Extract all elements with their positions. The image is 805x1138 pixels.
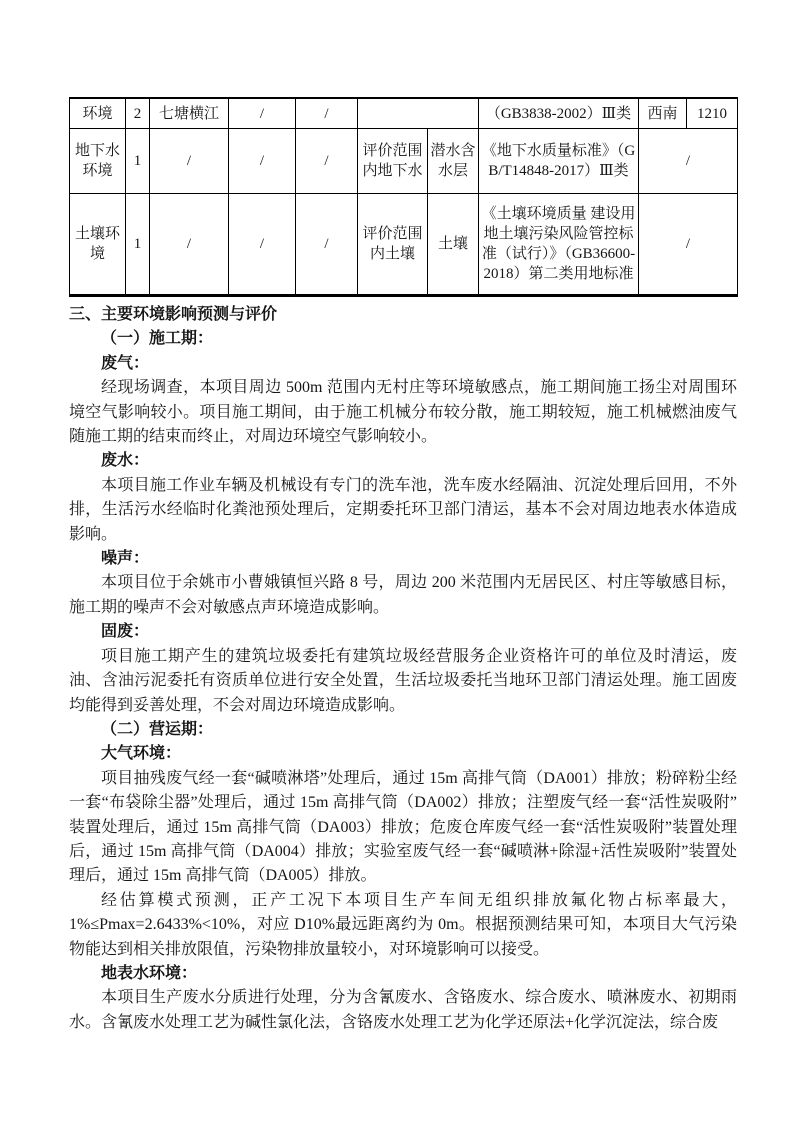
table-cell: /	[296, 194, 358, 296]
table-cell-name: /	[150, 129, 229, 194]
paragraph-waste-water: 本项目施工作业车辆及机械设有专门的洗车池，洗车废水经隔油、沉淀处理后回用，不外排，生活污水经临时化粪池预处理后，定期委托环卫部门清运，基本不会对周边地表水体造成影响。	[69, 476, 737, 543]
subsection-heading-solid-waste: 固废：	[101, 623, 150, 641]
table-cell-category: 地下水环境	[70, 129, 126, 194]
table-cell: /	[296, 129, 358, 194]
subsection-heading-operation-period: （二）营运期：	[101, 720, 214, 738]
table-cell-name: /	[150, 194, 229, 296]
table-cell: /	[229, 98, 296, 129]
subsection-heading-noise: 噪声：	[101, 550, 150, 568]
subsection-heading-waste-water: 废水：	[101, 452, 150, 470]
table-cell-remark: /	[639, 129, 738, 194]
subsection-heading-construction-period: （一）施工期：	[101, 330, 214, 348]
table-row	[70, 98, 738, 129]
paragraph-noise: 本项目位于余姚市小曹娥镇恒兴路 8 号，周边 200 米范围内无居民区、村庄等敏感目标，施工期的噪声不会对敏感点声环境造成影响。	[69, 574, 737, 616]
section-heading: 三、主要环境影响预测与评价	[69, 306, 278, 323]
subsection-heading-atmosphere: 大气环境：	[101, 745, 182, 763]
table-cell-standard: 《土壤环境质量 建设用地土壤污染风险管控标准（试行）》（GB36600-2018）第二类用地标准	[479, 194, 639, 296]
paragraph-atmosphere-prediction: 经估算模式预测，正产工况下本项目生产车间无组织排放氟化物占标率最大， 1%≤Pmax=2.6433%<10%，对应 D10%最远距离约为 0m。根据预测结果可知，本项目大气污染物能达到相关排放限值，污染物排放量较小，对环境影响可以接受。	[69, 891, 737, 958]
table-cell: /	[229, 129, 296, 194]
table-cell-scope	[358, 98, 479, 129]
table-cell-standard: 《地下水质量标准》（GB/T14848-2017）Ⅲ类	[479, 129, 639, 194]
environment-standards-table	[69, 97, 738, 297]
table-cell: /	[296, 98, 358, 129]
table-row	[70, 194, 738, 296]
table-cell-name: 七塘横江	[150, 98, 229, 129]
table-cell-category: 环境	[70, 98, 126, 129]
table-row	[70, 129, 738, 194]
paragraph-surface-water: 本项目生产废水分质进行处理，分为含氰废水、含铬废水、综合废水、喷淋废水、初期雨水。含氰废水处理工艺为碱性氯化法，含铬废水处理工艺为化学还原法+化学沉淀法，综合废	[69, 989, 737, 1031]
paragraph-atmosphere-treatment: 项目抽残废气经一套“碱喷淋塔”处理后，通过 15m 高排气筒（DA001）排放；粉碎粉尘经一套“布袋除尘器”处理后，通过 15m 高排气筒（DA002）排放；注塑废气经一套“活性炭吸附”装置处理后，通过 15m 高排气筒（DA003）排放；危废仓库废气经一套“活性炭吸附”装置处理后，通过 15m 高排气筒（DA004）排放；实验室废气经一套“碱喷淋+除湿+活性炭吸附”装置处理后，通过 15m 高排气筒（DA005）排放。	[69, 769, 737, 885]
paragraph-waste-gas: 经现场调查，本项目周边 500m 范围内无村庄等环境敏感点，施工期间施工扬尘对周围环境空气影响较小。项目施工期间，由于施工机械分布较分散，施工期较短，施工机械燃油废气随施工期的结束而终止，对周边环境空气影响较小。	[69, 379, 737, 446]
table-cell-object: 土壤	[428, 194, 479, 296]
table-cell-count: 2	[126, 98, 150, 129]
table-cell-scope: 评价范围内土壤	[358, 194, 428, 296]
subsection-heading-surface-water: 地表水环境：	[101, 964, 198, 982]
table-cell: /	[229, 194, 296, 296]
paragraph-solid-waste: 项目施工期产生的建筑垃圾委托有建筑垃圾经营服务企业资格许可的单位及时清运，废油、含油污泥委托有资质单位进行安全处置，生活垃圾委托当地环卫部门清运处理。施工固废均能得到妥善处理，不会对周边环境造成影响。	[69, 647, 737, 714]
table-cell-count: 1	[126, 129, 150, 194]
table-cell-remark: /	[639, 194, 738, 296]
table-cell-category: 土壤环境	[70, 194, 126, 296]
table-cell-direction: 西南	[639, 98, 687, 129]
table-cell-scope: 评价范围内地下水	[358, 129, 428, 194]
table-cell-distance: 1210	[687, 98, 738, 129]
main-text	[69, 303, 737, 1035]
table-cell-object: 潜水含水层	[428, 129, 479, 194]
table-cell-count: 1	[126, 194, 150, 296]
table-cell-standard: （GB3838-2002）Ⅲ类	[479, 98, 639, 129]
subsection-heading-waste-gas: 废气：	[101, 354, 150, 372]
